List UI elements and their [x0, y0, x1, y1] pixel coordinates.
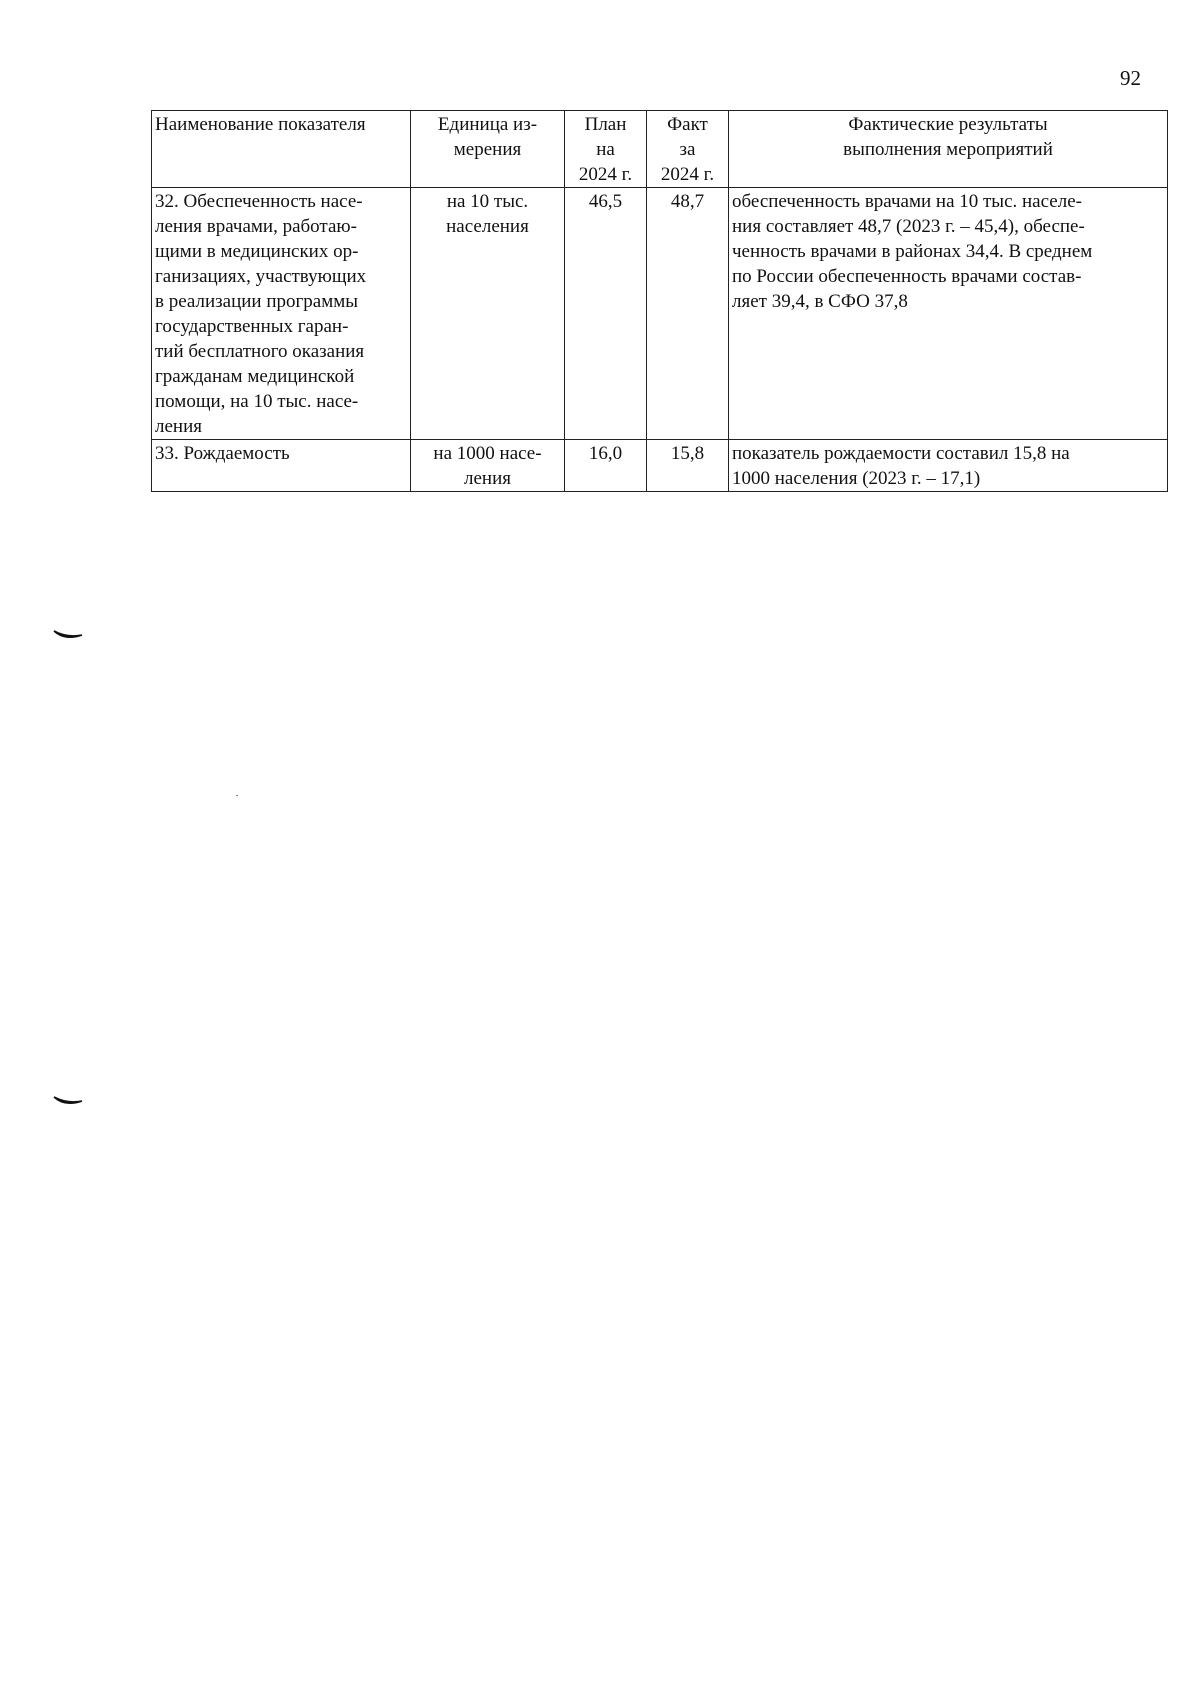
- punch-hole-mark-icon: [53, 1095, 83, 1107]
- indicator-result: обеспеченность врачами на 10 тыс. населе- ния составляет 48,7 (2023 г. – 45,4), обеспе- ченность врачами в районах 34,4. В среднем по России обеспеченность врачами состав- ляет 39,4, в СФО 37,8: [729, 188, 1168, 440]
- table-header-row: [152, 111, 1168, 188]
- indicator-name: 33. Рождаемость: [152, 440, 411, 492]
- indicator-result: показатель рождаемости составил 15,8 на 1000 населения (2023 г. – 17,1): [729, 440, 1168, 492]
- header-unit: Единица из- мерения: [411, 111, 565, 188]
- indicator-name: 32. Обеспеченность насе- ления врачами, работаю- щими в медицинских ор- ганизациях, участвующих в реализации программы государственных гаран- тий бесплатного оказания гражданам медицинской помощи, на 10 тыс. насе- ления: [152, 188, 411, 440]
- scan-speck: [236, 795, 238, 796]
- indicators-table: [151, 110, 1168, 492]
- table-row: [152, 188, 1168, 440]
- header-results: Фактические результаты выполнения мероприятий: [729, 111, 1168, 188]
- indicator-plan: 46,5: [565, 188, 647, 440]
- indicator-plan: 16,0: [565, 440, 647, 492]
- table-row: [152, 440, 1168, 492]
- indicator-unit: на 10 тыс. населения: [411, 188, 565, 440]
- header-plan: План на 2024 г.: [565, 111, 647, 188]
- indicator-fact: 48,7: [647, 188, 729, 440]
- header-indicator-name: Наименование показателя: [152, 111, 411, 188]
- punch-hole-mark-icon: [53, 629, 83, 641]
- header-fact: Факт за 2024 г.: [647, 111, 729, 188]
- page-number: 92: [1120, 66, 1141, 90]
- indicator-unit: на 1000 насе- ления: [411, 440, 565, 492]
- indicator-fact: 15,8: [647, 440, 729, 492]
